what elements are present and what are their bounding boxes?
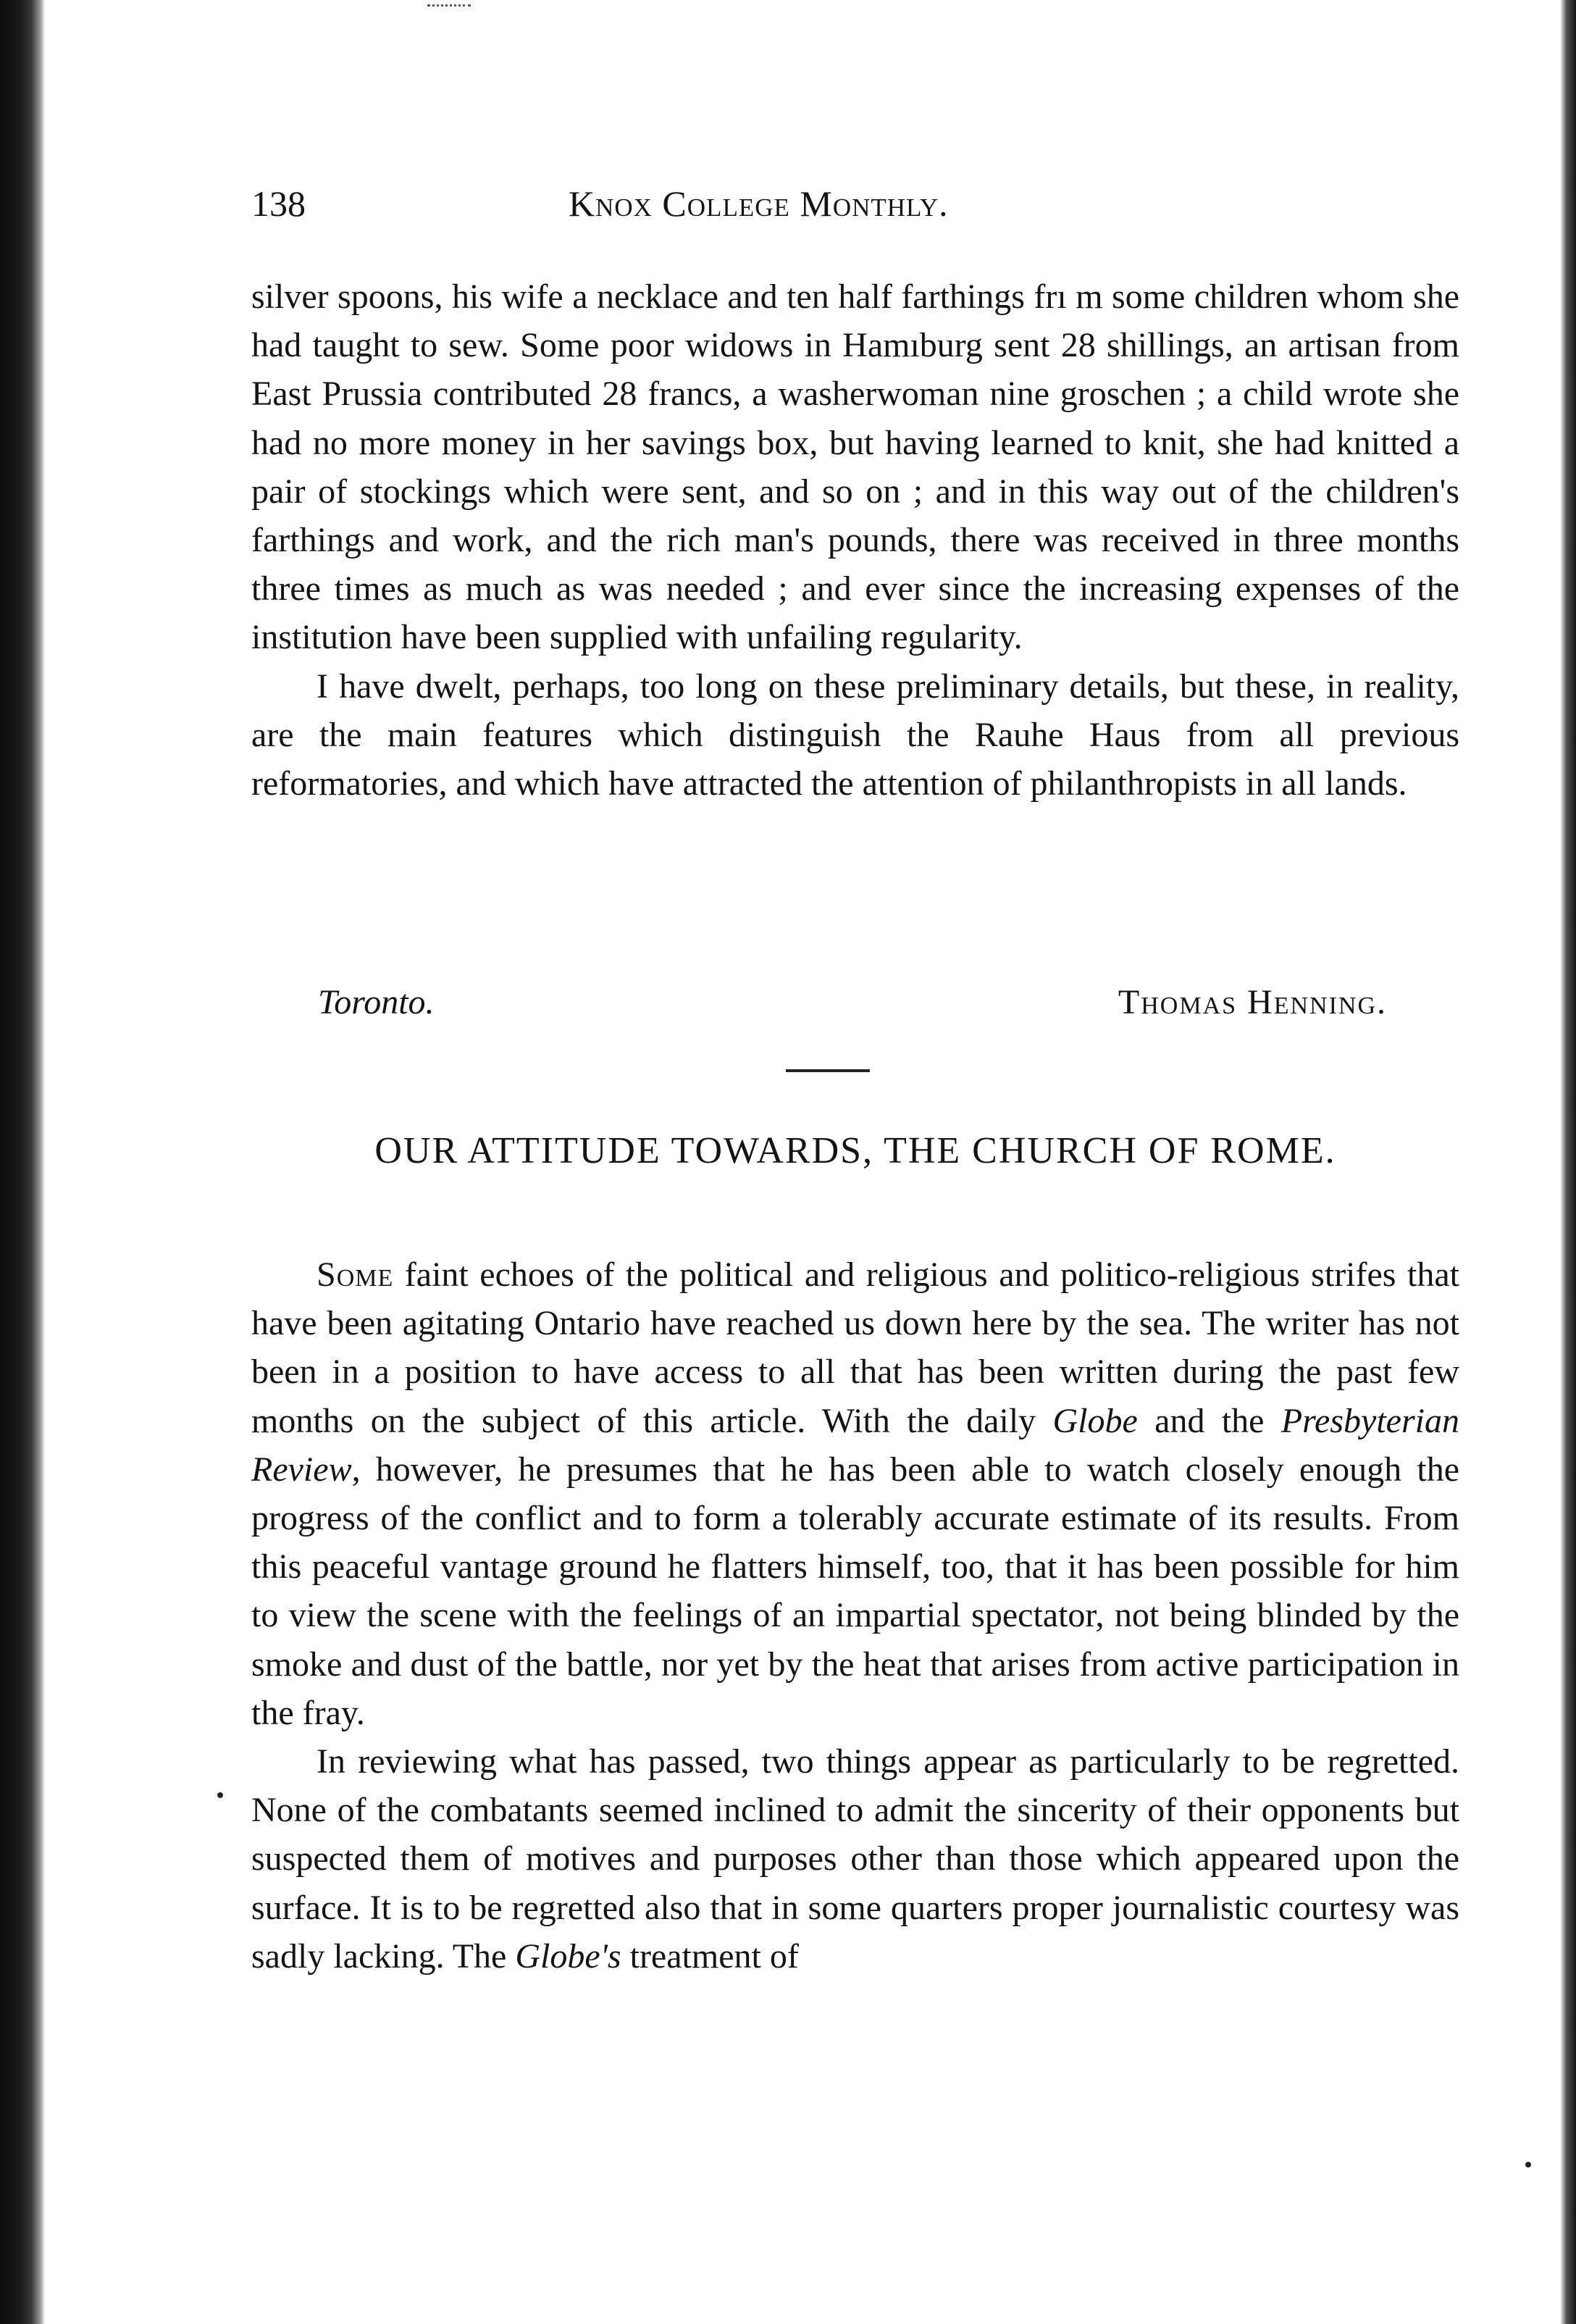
paragraph	[251, 1250, 1459, 1737]
signature-place: Toronto.	[318, 983, 435, 1021]
paragraph: I have dwelt, perhaps, too long on these preliminary details, but these, in reality, are the main features which distinguish the Rauhe Haus from all previous reformatories, and which have attracted the attention of philanthropists in all lands.	[251, 666, 1459, 803]
text-run: treatment of	[621, 1936, 799, 1976]
page-binding-edge-left	[0, 0, 45, 2324]
page-header	[251, 183, 1479, 241]
periodical-title: Presbyterian Review	[251, 1401, 1459, 1489]
page-number: 138	[251, 183, 306, 224]
article-body	[251, 1250, 1459, 1981]
paragraph: silver spoons, his wife a necklace and ten half farthings frı m some children whom she had taught to sew. Some poor widows in Hamıburg sent 28 shillings, an artisan from East Prussia contributed 28 francs, a washerwoman nine groschen ; a child wrote she had no more money in her savings box, but having learned to knit, she had knitted a pair of stockings which were sent, and so on ; and in this way out of the children's farthings and work, and the rich man's pounds, there was received in three months three times as much as was needed ; and ever since the increasing expenses of the institution have been supplied with unfailing regularity.	[251, 277, 1459, 657]
signature-author: Thomas Henning.	[1118, 983, 1387, 1021]
signature-line	[251, 982, 1459, 1033]
page-edge-right	[1560, 0, 1576, 2324]
opening-word: Some	[317, 1255, 394, 1294]
section-divider	[786, 1069, 870, 1072]
margin-mark	[1525, 2162, 1531, 2168]
text-run: faint echoes of the political and religious and politico-religious strifes that have been agitating Ontario have reached us down here by the sea. The writer has not been in a position to have access to all that has been written during the past few months on the subject of this article. With the daily	[251, 1255, 1459, 1440]
text-run: In reviewing what has passed, two things appear as particularly to be regretted. None of the combatants seemed inclined to admit the sincerity of their opponents but suspected them of motives and purposes other than those which appeared upon the surface. It is to be regretted also that in some quarters proper journalistic courtesy was sadly lacking. The	[251, 1742, 1459, 1976]
periodical-title: Globe	[1052, 1401, 1138, 1440]
text-run: , however, he presumes that he has been able to watch closely enough the progress of the conflict and to form a tolerably accurate estimate of its results. From this peaceful vantage ground he flatters himself, too, that it has been possible for him to view the scene with the feelings of an impartial spectator, not being blinded by the smoke and dust of the battle, nor yet by the heat that arises from active participation in the fray.	[251, 1450, 1459, 1732]
periodical-title: Globe's	[515, 1936, 621, 1976]
margin-mark	[217, 1792, 223, 1798]
paragraph	[251, 1737, 1459, 1981]
scan-specks	[427, 4, 471, 12]
text-run: and the	[1137, 1401, 1281, 1440]
article-continuation	[251, 272, 1459, 808]
article-title: OUR ATTITUDE TOWARDS, THE CHURCH OF ROME.	[374, 1130, 1336, 1171]
running-title: Knox College Monthly.	[569, 183, 949, 224]
